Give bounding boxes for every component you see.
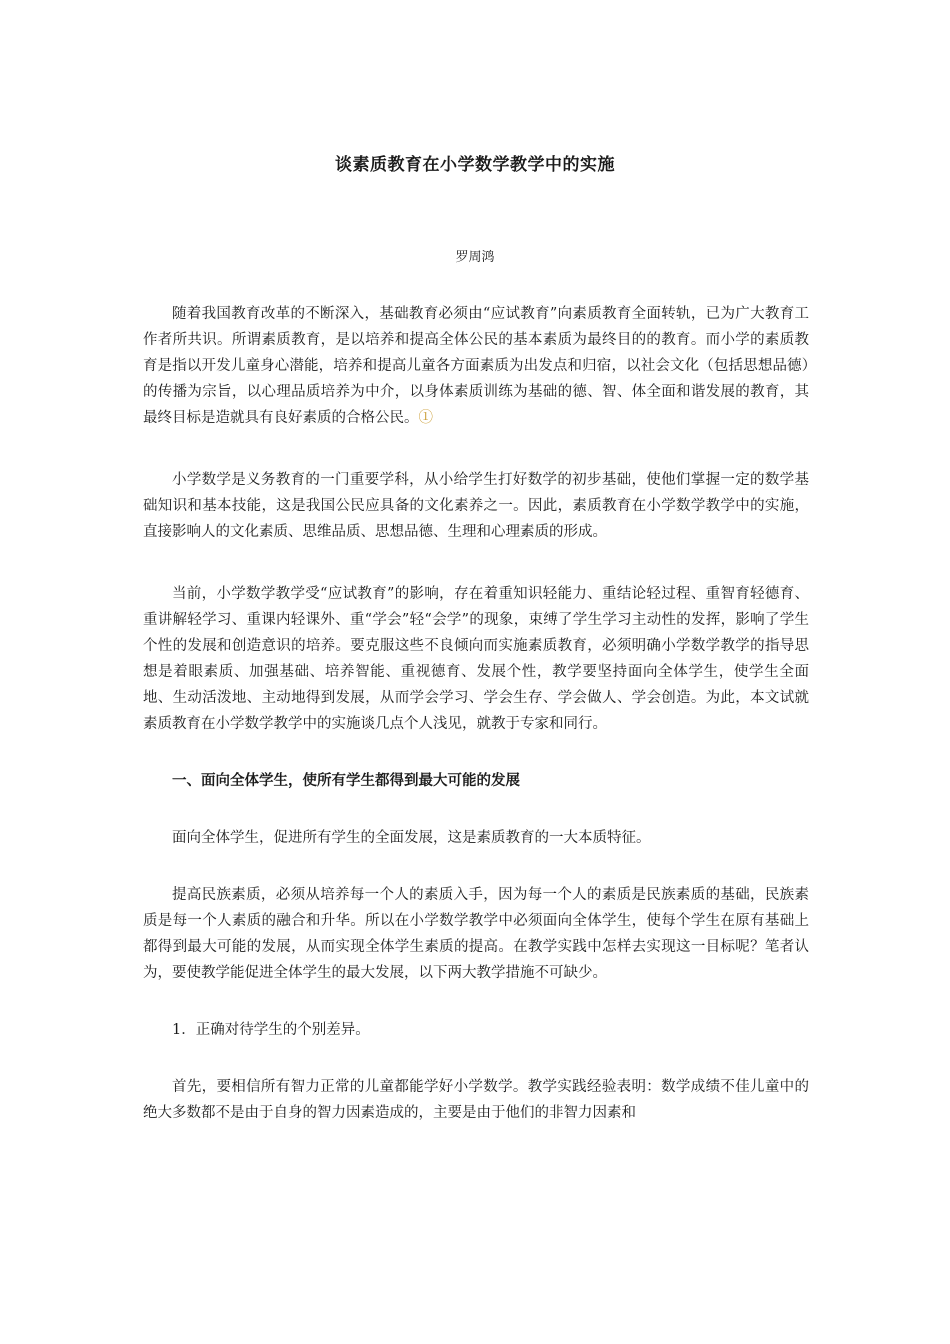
paragraph-text: 随着我国教育改革的不断深入，基础教育必须由“应试教育”向素质教育全面转轨，已为广大教育工作者所共识。所谓素质教育，是以培养和提高全体公民的基本素质为最终目的的教育。而小学的素质教育是指以开发儿童身心潜能，培养和提高儿童各方面素质为出发点和归宿，以社会文化（包括思想品德）的传播为宗旨，以心理品质培养为中介，以身体素质训练为基础的德、智、体全面和谐发展的教育，其最终目标是造就具有良好素质的合格公民。: [143, 306, 809, 426]
paragraph-national-quality: 提高民族素质，必须从培养每一个人的素质入手，因为每一个人的素质是民族素质的基础，民族素质是每一个人素质的融合和升华。所以在小学数学教学中必须面向全体学生，使每个学生在原有基础上都得到最大可能的发展，从而实现全体学生素质的提高。在教学实践中怎样去实现这一目标呢？笔者认为，要使教学能促进全体学生的最大发展，以下两大教学措施不可缺少。: [143, 887, 809, 981]
section-heading-1: 一、面向全体学生，使所有学生都得到最大可能的发展: [172, 772, 520, 789]
paragraph-belief: 首先，要相信所有智力正常的儿童都能学好小学数学。教学实践经验表明：数学成绩不佳儿童中的绝大多数都不是由于自身的智力因素造成的，主要是由于他们的非智力因素和: [143, 1079, 809, 1121]
subsection-heading-1: 1．正确对待学生的个别差异。: [172, 1022, 370, 1038]
paragraph-current-issues: 当前，小学数学教学受“应试教育”的影响，存在着重知识轻能力、重结论轻过程、重智育轻德育、重讲解轻学习、重课内轻课外、重“学会”轻“会学”的现象，束缚了学生学习主动性的发挥，影响了学生个性的发展和创造意识的培养。要克服这些不良倾向而实施素质教育，必须明确小学数学教学的指导思想是着眼素质、加强基础、培养智能、重视德育、发展个性，教学要坚持面向全体学生，使学生全面地、生动活泼地、主动地得到发展，从而学会学习、学会生存、学会做人、学会创造。为此，本文试就素质教育在小学数学教学中的实施谈几点个人浅见，就教于专家和同行。: [143, 586, 809, 732]
document-body: [143, 301, 809, 1126]
footnote-marker[interactable]: ①: [418, 410, 433, 426]
paragraph-math-subject: 小学数学是义务教育的一门重要学科，从小给学生打好数学的初步基础，使他们掌握一定的数学基础知识和基本技能，这是我国公民应具备的文化素养之一。因此，素质教育在小学数学教学中的实施，直接影响人的文化素质、思维品质、思想品德、生理和心理素质的形成。: [143, 472, 809, 540]
paragraph-whole-student-body: 面向全体学生，促进所有学生的全面发展，这是素质教育的一大本质特征。: [172, 830, 651, 846]
document-author: 罗周鸿: [455, 250, 495, 265]
document-title: 谈素质教育在小学数学教学中的实施: [335, 155, 615, 175]
paragraph-intro: [143, 301, 809, 431]
